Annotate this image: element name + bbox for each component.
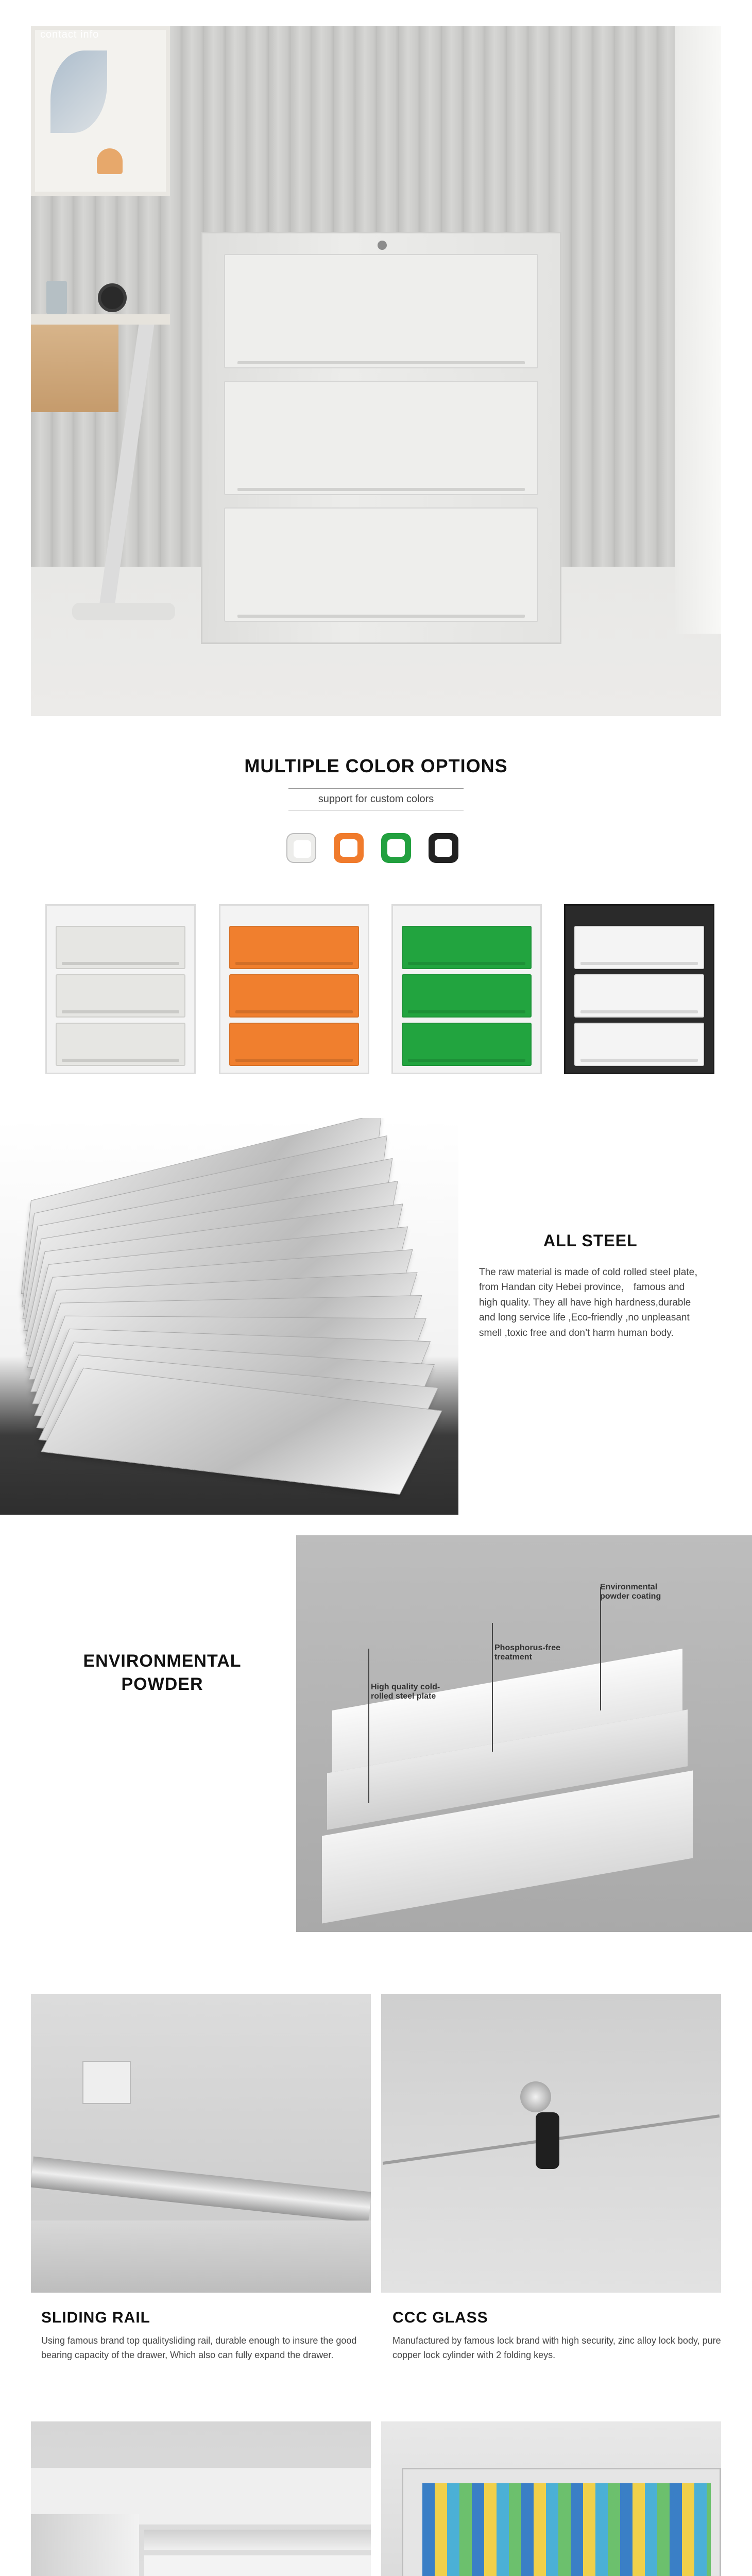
environmental-title-line2: POWDER: [121, 1674, 203, 1694]
rail-shadow: [31, 2221, 371, 2293]
desk-base: [72, 603, 175, 620]
pencil-cup: [46, 281, 67, 314]
contact-info-label[interactable]: contact info: [40, 29, 99, 40]
color-cabinet-0-drawer-1: [56, 926, 185, 969]
colors-title: MULTIPLE COLOR OPTIONS: [244, 755, 508, 776]
color-cabinet-0-drawer-2: [56, 974, 185, 1018]
color-cabinet-2-drawer-3: [402, 1023, 532, 1066]
color-cabinet-1: [219, 904, 369, 1074]
color-cabinet-3: [564, 904, 714, 1074]
lock-icon: [378, 241, 387, 250]
key-icon: [536, 2112, 559, 2169]
color-cabinet-3-drawer-2: [574, 974, 704, 1018]
leaf-art: [50, 50, 107, 133]
label-phosphorus-line: [492, 1623, 493, 1752]
handle-groove: [144, 2530, 371, 2550]
window: [675, 26, 721, 634]
hero-drawer-1: [224, 254, 539, 368]
color-cabinet-1-drawer-1: [229, 926, 359, 969]
color-cabinet-2: [391, 904, 542, 1074]
label-steel-line: [368, 1649, 369, 1803]
environmental-title-line1: ENVIRONMENTAL: [83, 1651, 242, 1671]
file-folders: [422, 2483, 711, 2576]
label-coating-text: [600, 1583, 661, 1601]
color-cabinet-3-drawer-3: [574, 1023, 704, 1066]
color-swatch-orange[interactable]: [334, 833, 364, 863]
drawer-photo: [381, 2421, 721, 2576]
powder-layers-diagram: [296, 1535, 752, 1932]
alarm-clock-icon: [98, 283, 127, 312]
feature-body-ccc-glass: Manufactured by famous lock brand with high security, zinc alloy lock body, pure copper lock cylinder with 2 folding keys.: [392, 2335, 721, 2360]
handle-front-panel: [144, 2555, 371, 2576]
wall-picture: [31, 26, 170, 196]
sliding-rail: [31, 2157, 371, 2223]
color-swatch-green[interactable]: [381, 833, 411, 863]
desk-top: [31, 314, 170, 325]
label-steel-line2: rolled steel plate: [371, 1691, 436, 1701]
lock-cylinder-icon: [520, 2081, 551, 2112]
lock-photo: [381, 1994, 721, 2293]
color-cabinet-2-drawer-1: [402, 926, 532, 969]
color-cabinet-0-drawer-3: [56, 1023, 185, 1066]
color-cabinet-2-drawer-2: [402, 974, 532, 1018]
color-cabinet-0: [45, 904, 196, 1074]
color-cabinet-1-drawer-2: [229, 974, 359, 1018]
color-cabinet-1-drawer-3: [229, 1023, 359, 1066]
label-steel-line1: High quality cold-: [371, 1683, 440, 1691]
desk-drawer: [31, 325, 118, 412]
hero-drawer-2: [224, 381, 539, 495]
hero-photo: [31, 26, 721, 716]
feature-title-ccc-glass: CCC GLASS: [392, 2309, 488, 2326]
steel-sheets-photo: [0, 1118, 458, 1515]
wall-hook: [82, 2061, 131, 2104]
hero-drawer-3: [224, 507, 539, 622]
label-phosphorus-line1: Phosphorus-free: [494, 1643, 561, 1652]
color-cabinet-3-drawer-1: [574, 926, 704, 969]
hero-cabinet: [201, 232, 561, 644]
label-steel-text: [371, 1683, 440, 1701]
all-steel-body: The raw material is made of cold rolled steel plate，from Handan city Hebei province， famous and high quality. They all have high hardness,durable and long service life ,Eco-friendly ,no unpleasant smell ,toxic free and don’t harm human body.: [479, 1267, 705, 1338]
all-steel-title: ALL STEEL: [543, 1231, 638, 1250]
label-phosphorus-line2: treatment: [494, 1652, 532, 1662]
colors-subtitle: support for custom colors: [318, 793, 434, 805]
handle-photo: [31, 2421, 371, 2576]
sliding-rail-photo: [31, 1994, 371, 2293]
feature-title-sliding-rail: SLIDING RAIL: [41, 2309, 150, 2326]
color-swatch-grey-white[interactable]: [286, 833, 316, 863]
handle-side-panel: [31, 2514, 139, 2576]
colors-divider-top: [288, 788, 464, 789]
label-coating-line: [600, 1587, 601, 1710]
color-swatch-black[interactable]: [429, 833, 458, 863]
label-coating-line2: powder coating: [600, 1591, 661, 1601]
label-phosphorus-text: [494, 1643, 560, 1662]
feature-body-sliding-rail: Using famous brand top qualitysliding rail, durable enough to insure the good bearing capacity of the drawer, Which also can fully expand the drawer.: [41, 2335, 357, 2360]
fox-art: [97, 148, 123, 174]
label-coating-line1: Environmental: [600, 1583, 658, 1591]
